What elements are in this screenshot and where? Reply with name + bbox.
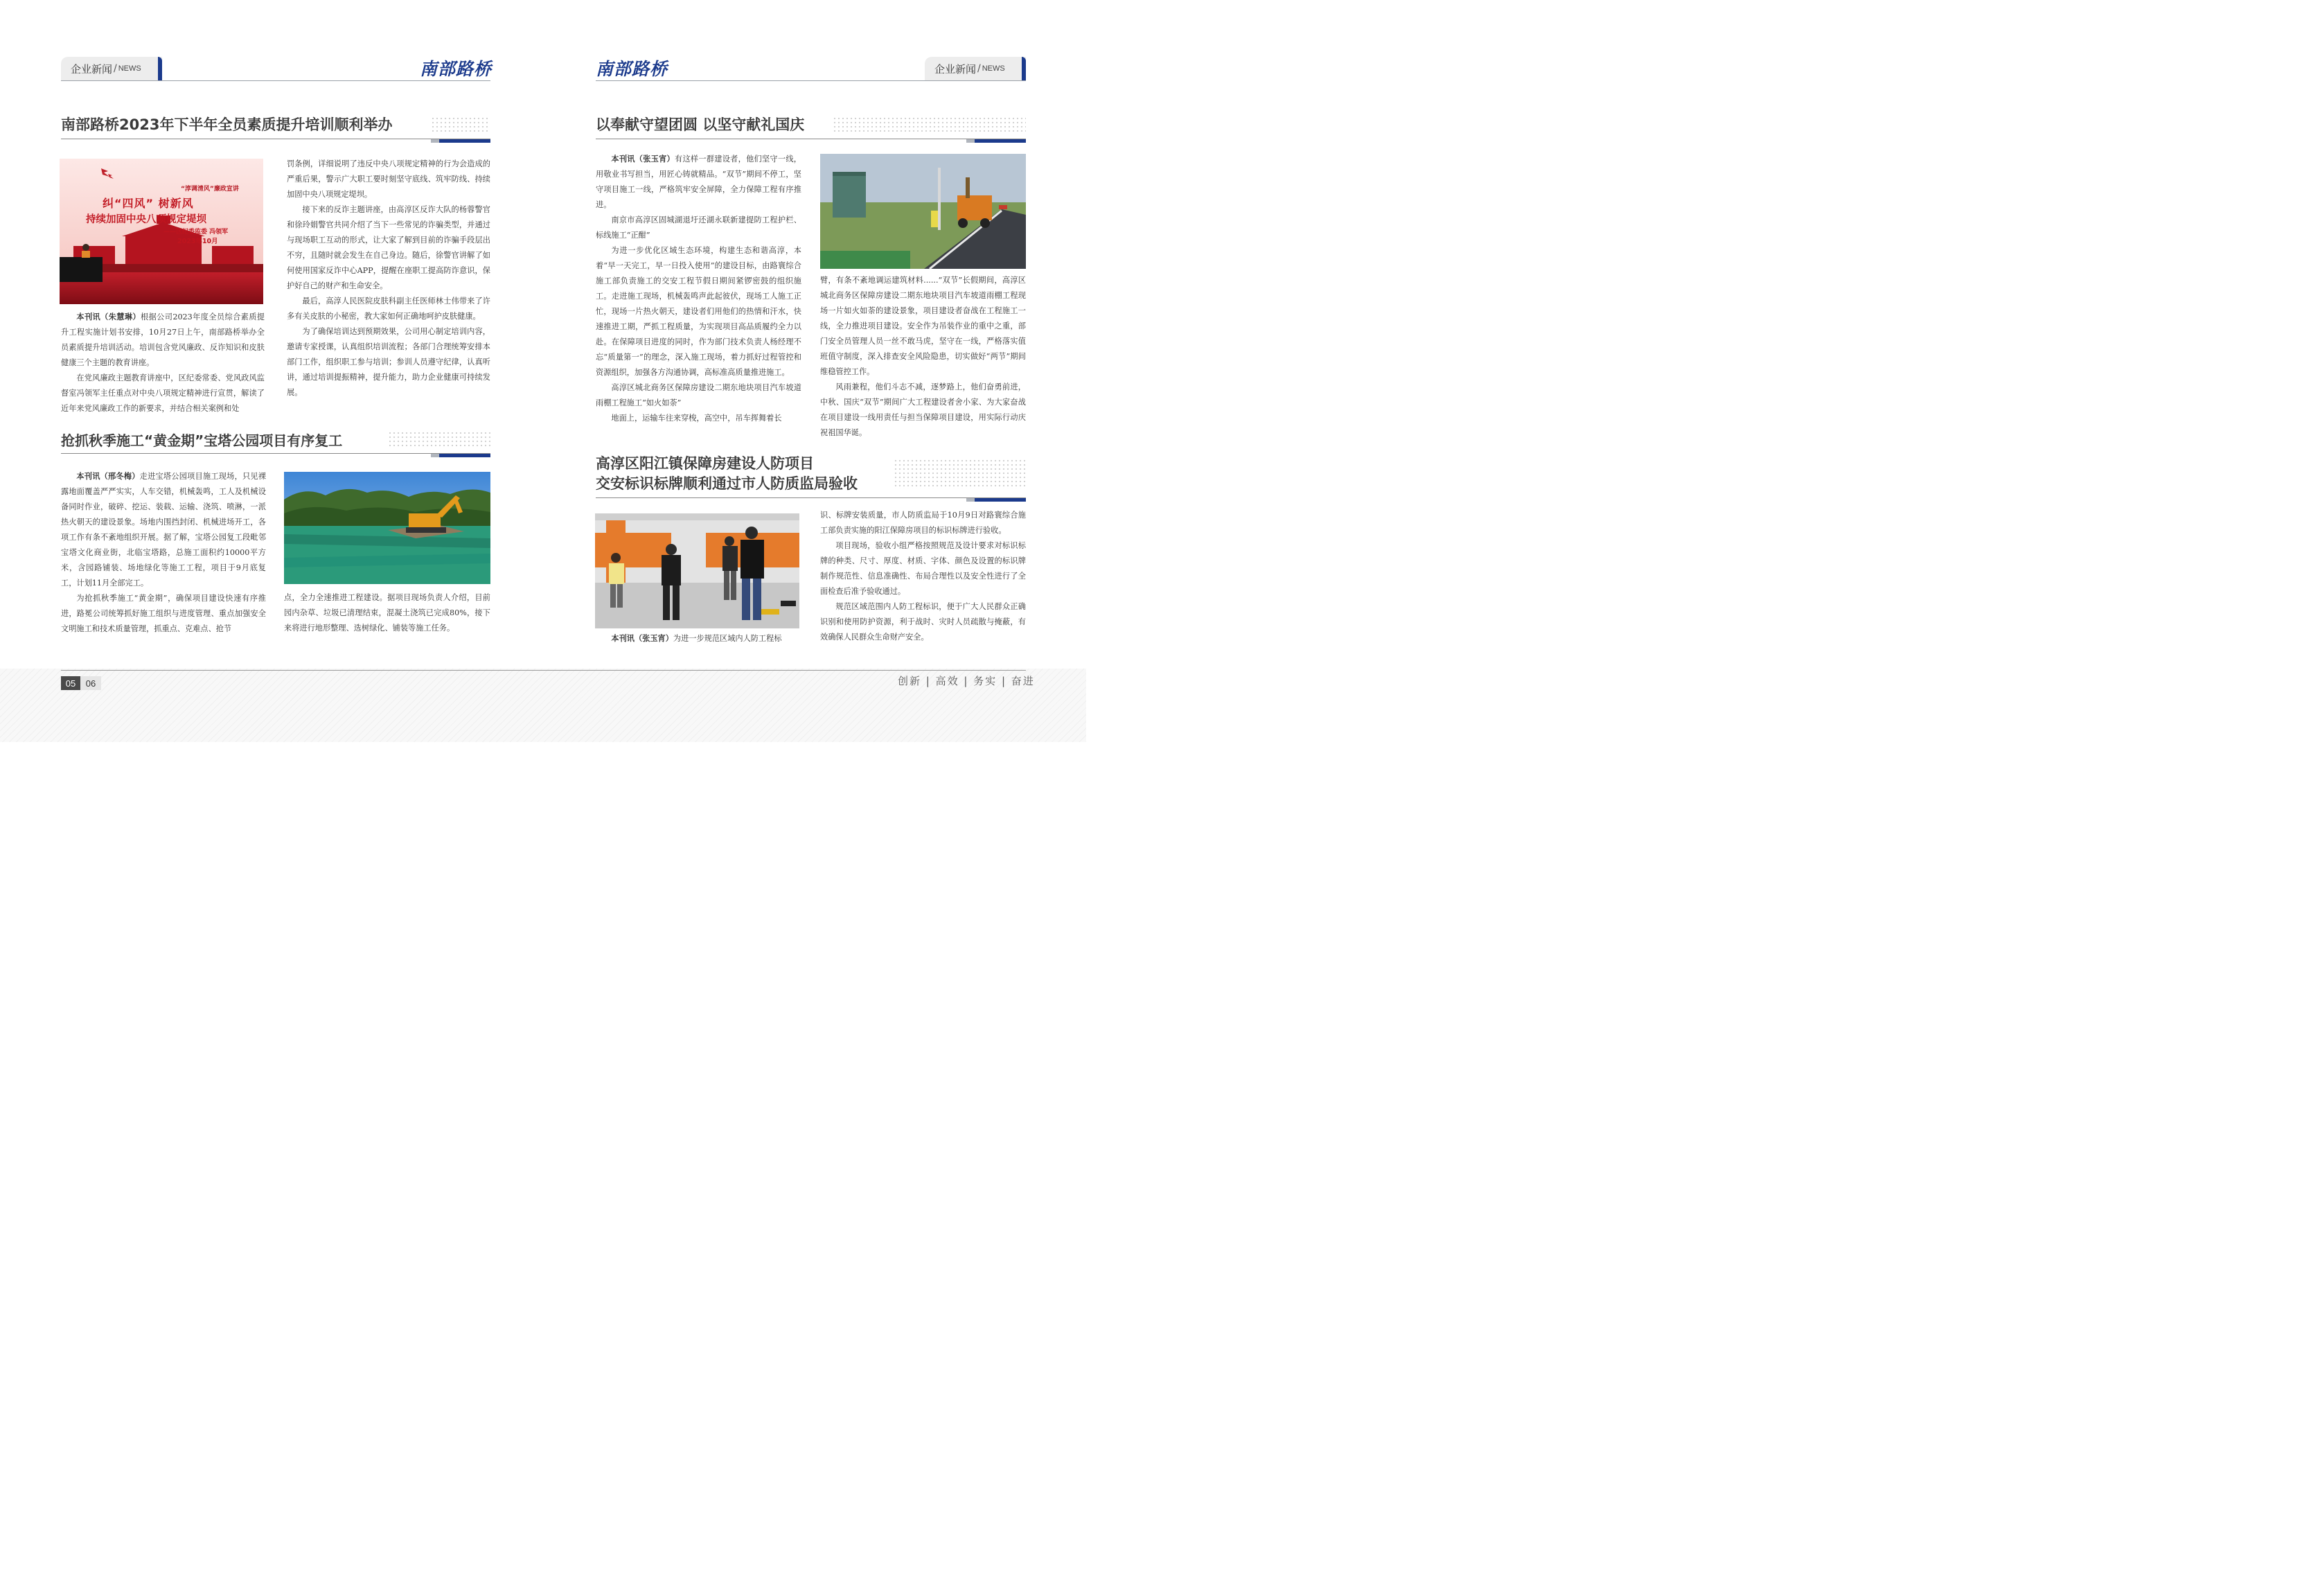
article-byline: 本刊讯（张玉宵） <box>611 633 673 643</box>
roadwork-photo <box>820 154 1026 269</box>
photo-banner-line4: 2023年10月 <box>177 238 218 245</box>
article-body-col2 <box>287 157 490 400</box>
footer-slogan: 创新 | 高效 | 务实 | 奋进 <box>898 675 1035 687</box>
inspection-photo <box>595 513 799 628</box>
page-number-right: 06 <box>80 676 101 690</box>
article-paragraph: 最后，高淳人民医院皮肤科副主任医师林士伟带来了许多有关皮肤的小秘密，教大家如何正确地呵护皮肤健康。 <box>287 297 490 321</box>
section-tab <box>925 57 1026 80</box>
title-accent-bar <box>439 139 490 143</box>
right-page <box>543 0 1086 742</box>
company-logo: 南部路桥 <box>420 59 493 79</box>
article-paragraph: 为了确保培训达到预期效果，公司用心制定培训内容，邀请专家授课，认真组织培训流程；各部门合理统筹安排本部门工作，组织职工参与培训；参训人员遵守纪律，认真听讲，通过培训提振精神，提升能力，助力企业健康可持续发展。 <box>287 327 490 397</box>
title-accent-bar <box>439 454 490 457</box>
title-underline <box>596 497 1026 498</box>
lecture-photo <box>60 159 263 304</box>
article-paragraph: 项目现场，验收小组严格按照规范及设计要求对标识标牌的种类、尺寸、厚度、材质、字体、颜色及设置的标识牌制作规范性、信息准确性、布局合理性以及安全性进行了全面检查后准予验收通过。 <box>820 541 1026 596</box>
article-byline: 本刊讯（张玉宵） <box>611 154 675 164</box>
section-separator: / <box>977 63 981 74</box>
article-body-col2 <box>284 590 490 636</box>
section-separator: / <box>114 63 117 74</box>
construction-photo-graphic <box>284 472 490 584</box>
title-accent-grey <box>966 498 975 502</box>
photo-banner-small: “淳调清风”廉政宣讲 <box>181 186 239 193</box>
title-accent-grey <box>431 139 439 143</box>
article-paragraph: 为进一步规范区域内人防工程标 <box>673 634 782 643</box>
article-byline: 本刊讯（邢冬梅） <box>76 471 140 481</box>
photo-banner-line2: 持续加固中央八项规定堤坝 <box>86 214 206 225</box>
article-title: 以奉献守望团圆 以坚守献礼国庆 <box>596 116 805 133</box>
article-paragraph: 为进一步优化区域生态环境，构建生态和谐高淳，本着“早一天完工，早一日投入使用”的建设目标，由路寰综合施工部负责施工的交安工程节假日期间紧锣密鼓的组织施工。走进施工现场，机械轰鸣声此起彼伏，现场工人施工正忙，现场一片热火朝天，建设者们用他们的热情和汗水，快速推进工期，严抓工程质量，为实现项目高品质履约全力以赴。在保障项目进度的同时，作为部门技术负责人杨经理不忘“质量第一”的理念，深入施工现场，着力抓好过程管控和资源组织，加强各方沟通协调，高标准高质量推进施工。 <box>596 246 801 377</box>
article-byline: 本刊讯（朱慧琳） <box>76 312 141 321</box>
article-paragraph: 走进宝塔公园项目施工现场，只见裸露地面覆盖严严实实，人车交错，机械轰鸣，工人及机械设备同时作业，破碎、挖运、装载、运输、浇筑、喷淋，一派热火朝天的建设景象。场地内围挡封闭、机械进场开工，各项工作有条不紊地组织开展。据了解，宝塔公园复工段毗邻宝塔文化商业街，北临宝塔路，总施工面积约10000平方米，含园路铺装、场地绿化等施工工程，项目于9月底复工，计划11月全部完工。 <box>61 472 266 588</box>
header-rule <box>61 80 490 81</box>
article-body-col1 <box>596 630 801 646</box>
title-accent-bar <box>975 139 1026 143</box>
article-paragraph: 为抢抓秋季施工“黄金期”，确保项目建设快速有序推进，路冕公司统筹抓好施工组织与进度管理、重点加强安全文明施工和技术质量管理，抓重点、克难点、抢节 <box>61 594 266 633</box>
roadwork-photo-graphic <box>820 154 1026 269</box>
tab-accent-bar <box>1022 57 1026 80</box>
article-paragraph: 罚条例，详细说明了违反中央八项规定精神的行为会造成的严重后果，警示广大职工要时刻坚守底线、筑牢防线、持续加固中央八项规定堤坝。 <box>287 159 490 199</box>
company-logo: 南部路桥 <box>596 59 668 79</box>
article-title: 抢抓秋季施工“黄金期”宝塔公园项目有序复工 <box>61 432 343 449</box>
article-paragraph: 地面上，运输车往来穿梭，高空中，吊车挥舞着长 <box>611 414 782 423</box>
page-number-left: 05 <box>61 676 80 690</box>
section-label-zh: 企业新闻 <box>934 62 977 76</box>
decor-dots <box>431 116 490 132</box>
inspection-photo-graphic <box>595 513 799 628</box>
article-paragraph: 有这样一群建设者，他们坚守一线，用敬业书写担当，用匠心铸就精品。“双节”期间不停工，坚守项目施工一线，严格筑牢安全屏障，全力保障工程有序推进。 <box>596 155 801 209</box>
footer-rule <box>61 670 1026 671</box>
section-label-zh: 企业新闻 <box>71 62 113 76</box>
article-body-col1 <box>596 151 801 426</box>
lecture-photo-graphic <box>60 159 263 304</box>
article-body-col2 <box>820 508 1026 645</box>
article-title-line1: 高淳区阳江镇保障房建设人防项目 <box>596 455 814 472</box>
decor-dots <box>894 459 1026 489</box>
article-body-col1 <box>61 309 265 416</box>
page-numbers <box>61 676 103 690</box>
article-paragraph: 接下来的反诈主题讲座，由高淳区反诈大队的杨蓉警官和徐玲娟警官共同介绍了当下一些常见的诈骗类型，并通过与现场职工互动的形式，让大家了解到目前的诈骗手段层出不穷，且随时就会发生在自己身边。随后，徐警官讲解了如何使用国家反诈中心APP，提醒在座职工提高防诈意识，保护好自己的财产和生命安全。 <box>287 205 490 290</box>
section-label-en: NEWS <box>982 64 1005 73</box>
left-page <box>0 0 543 742</box>
article-paragraph: 风雨兼程，他们斗志不减，逐梦路上，他们奋勇前进，中秋、国庆“双节”期间广大工程建设者舍小家、为大家奋战在项目建设一线用责任与担当保障项目建设，用实际行动庆祝祖国华诞。 <box>820 382 1026 437</box>
tab-accent-bar <box>158 57 162 80</box>
article-body-col2 <box>820 273 1026 441</box>
article-paragraph: 在党风廉政主题教育讲座中，区纪委常委、党风政风监督室冯领军主任重点对中央八项规定精神进行宣贯，解读了近年来党风廉政工作的新要求，并结合相关案例和处 <box>61 373 265 413</box>
photo-banner-line1: 纠“四风” 树新风 <box>103 197 194 210</box>
article-body-col1 <box>61 468 266 637</box>
construction-photo <box>284 472 490 584</box>
decor-dots <box>833 116 1026 132</box>
article-paragraph: 臂，有条不紊地调运建筑材料......“双节”长假期间，高淳区城北商务区保障房建设二期东地块项目汽车坡道雨棚工程现场一片如火如荼的建设景象，项目建设者奋战在工程施工一线，全力推进项目建设。安全作为吊装作业的重中之重，部门安全员管理人员一丝不敢马虎，坚守在一线，严格落实值班值守制度，深入排查安全风险隐患，切实做好“两节”期间维稳管控工作。 <box>820 276 1026 376</box>
article-paragraph: 高淳区城北商务区保障房建设二期东地块项目汽车坡道雨棚工程施工“如火如荼” <box>596 383 801 407</box>
article-title <box>596 454 858 494</box>
section-label-en: NEWS <box>118 64 141 73</box>
title-accent-bar <box>975 498 1026 502</box>
article-paragraph: 识、标牌安装质量，市人防质监局于10月9日对路寰综合施工部负责实施的阳江保障房项目的标识标牌进行验收。 <box>820 511 1026 535</box>
article-paragraph: 根据公司2023年度全员综合素质提升工程实施计划书安排，10月27日上午，南部路桥举办全员素质提升培训活动。培训包含党风廉政、反诈知识和皮肤健康三个主题的教育讲座。 <box>61 312 265 367</box>
title-underline <box>61 453 490 454</box>
decor-dots <box>388 431 490 446</box>
title-accent-grey <box>966 139 975 143</box>
article-paragraph: 南京市高淳区固城湖退圩还湖永联新建提防工程护栏、标线施工“正酣” <box>596 215 801 240</box>
photo-banner-line3: ——区纪委监委 冯领军 <box>163 229 229 236</box>
header-rule <box>596 80 1026 81</box>
title-accent-grey <box>431 454 439 457</box>
article-paragraph: 规范区域范围内人防工程标识，便于广大人民群众正确识别和使用防护资源，利于战时、灾时人员疏散与掩蔽，有效确保人民群众生命财产安全。 <box>820 602 1026 642</box>
section-tab <box>61 57 162 80</box>
article-title: 南部路桥2023年下半年全员素质提升培训顺利举办 <box>61 116 393 133</box>
article-paragraph: 点，全力全速推进工程建设。据项目现场负责人介绍，目前园内杂草、垃圾已清理结束，混凝土浇筑已完成80%，接下来将进行地形整理、选树绿化、铺装等施工任务。 <box>284 593 490 633</box>
article-title-line2: 交安标识标牌顺利通过市人防质监局验收 <box>596 475 858 492</box>
